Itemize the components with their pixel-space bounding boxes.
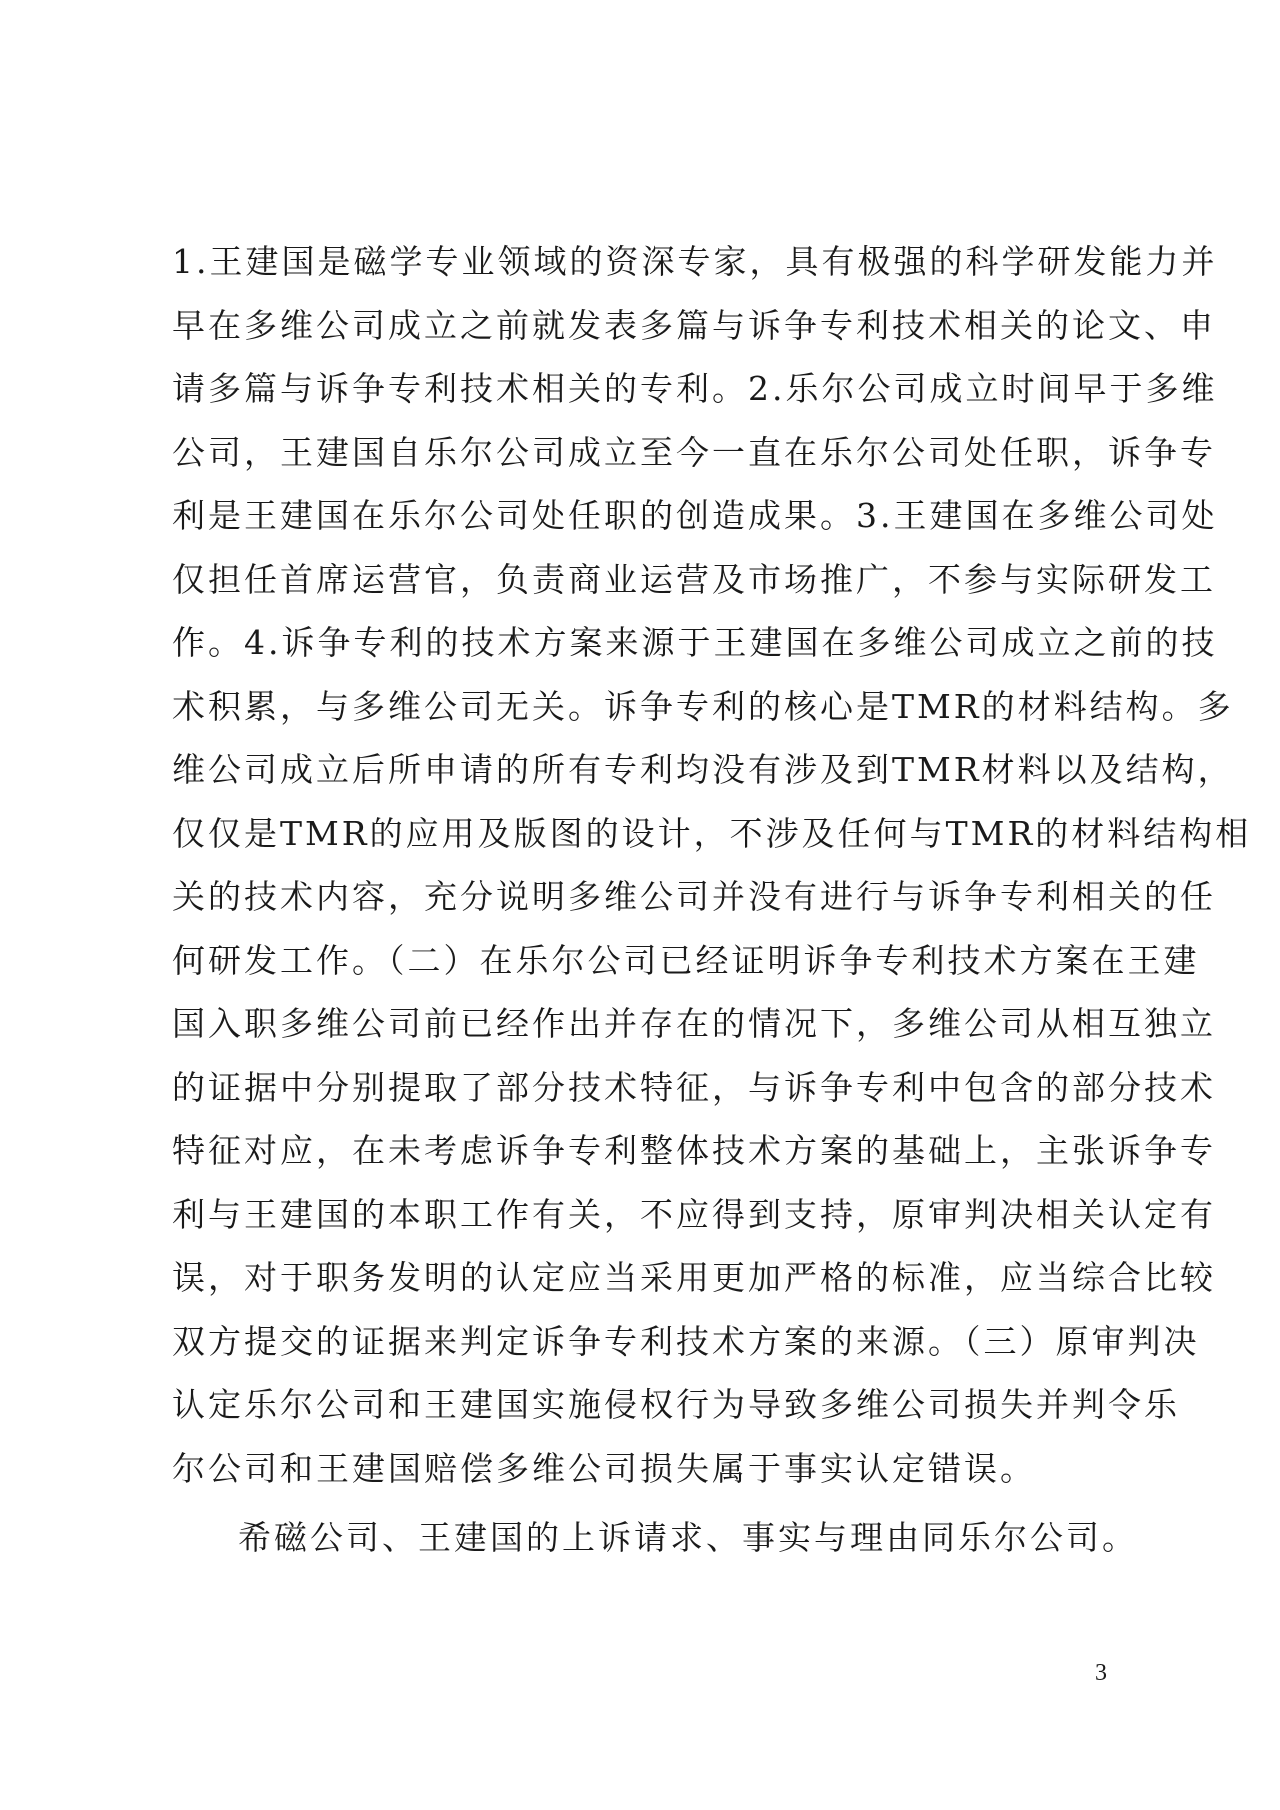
- text-line: 何研发工作。（二）在乐尔公司已经证明诉争专利技术方案在王建: [172, 940, 1200, 980]
- text-line: 早在多维公司成立之前就发表多篇与诉争专利技术相关的论文、申: [172, 305, 1216, 345]
- text-line: 误，对于职务发明的认定应当采用更加严格的标准，应当综合比较: [172, 1258, 1216, 1297]
- text-line: 术积累，与多维公司无关。诉争专利的核心是TMR的材料结构。多: [172, 686, 1234, 726]
- text-line: 利与王建国的本职工作有关，不应得到支持，原审判决相关认定有: [172, 1194, 1216, 1234]
- text-line: 的证据中分别提取了部分技术特征，与诉争专利中包含的部分技术: [172, 1067, 1216, 1107]
- text-line: 利是王建国在乐尔公司处任职的创造成果。3.王建国在多维公司处: [172, 496, 1218, 535]
- text-line: 尔公司和王建国赔偿多维公司损失属于事实认定错误。: [172, 1448, 1036, 1488]
- text-line: 请多篇与诉争专利技术相关的专利。2.乐尔公司成立时间早于多维: [172, 369, 1218, 408]
- text-line: 特征对应，在未考虑诉争专利整体技术方案的基础上，主张诉争专: [172, 1131, 1216, 1170]
- text-line: 仅仅是TMR的应用及版图的设计，不涉及任何与TMR的材料结构相: [172, 813, 1252, 853]
- page-number: 3: [1095, 1660, 1107, 1686]
- text-line: 双方提交的证据来判定诉争专利技术方案的来源。（三）原审判决: [172, 1321, 1200, 1361]
- text-line: 关的技术内容，充分说明多维公司并没有进行与诉争专利相关的任: [172, 877, 1216, 916]
- text-line: 维公司成立后所申请的所有专利均没有涉及到TMR材料以及结构，: [172, 750, 1234, 789]
- text-line: 认定乐尔公司和王建国实施侵权行为导致多维公司损失并判令乐: [172, 1385, 1180, 1424]
- text-line: 1.王建国是磁学专业领域的资深专家，具有极强的科学研发能力并: [172, 242, 1218, 281]
- text-line: 仅担任首席运营官，负责商业运营及市场推广，不参与实际研发工: [172, 559, 1216, 599]
- text-line: 作。4.诉争专利的技术方案来源于王建国在多维公司成立之前的技: [172, 623, 1218, 662]
- closing-paragraph: 希磁公司、王建国的上诉请求、事实与理由同乐尔公司。: [238, 1518, 1138, 1557]
- text-line: 国入职多维公司前已经作出并存在的情况下，多维公司从相互独立: [172, 1004, 1216, 1043]
- body-text: [172, 230, 1252, 1570]
- text-line: 公司，王建国自乐尔公司成立至今一直在乐尔公司处任职，诉争专: [172, 432, 1216, 472]
